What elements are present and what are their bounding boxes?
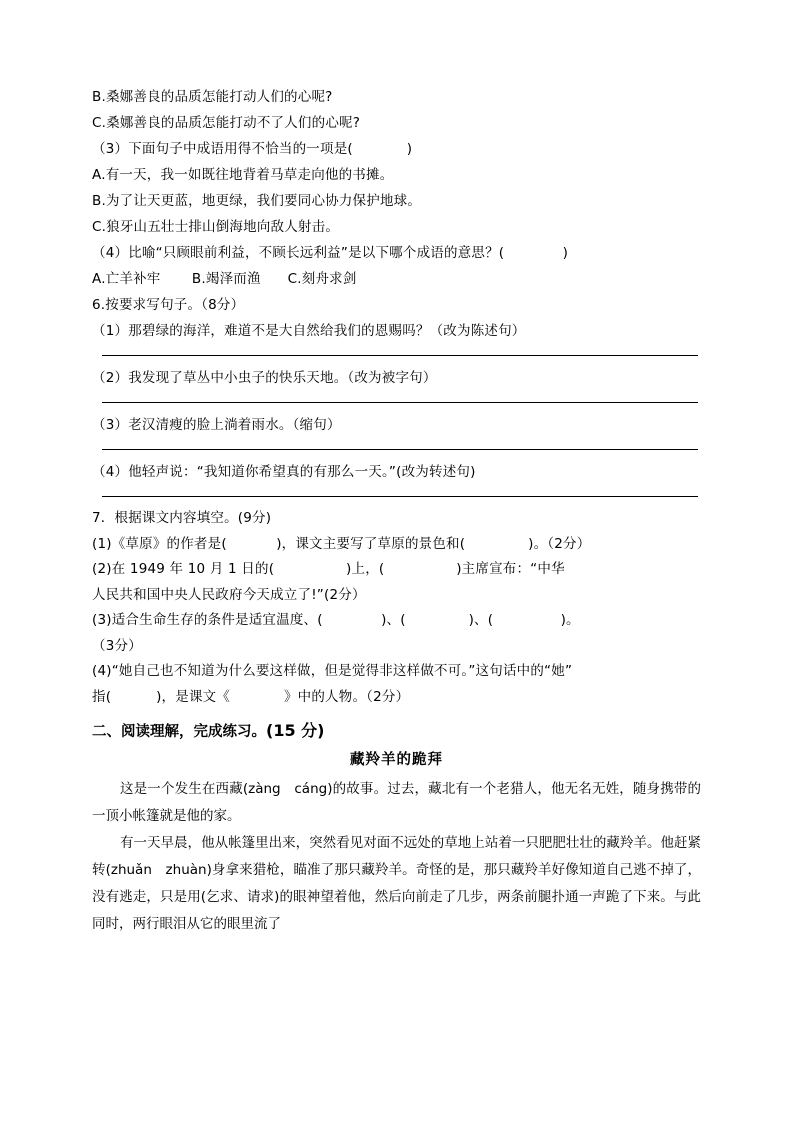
question-7-line-4: (3)适合生命生存的条件是适宜温度、( )、( )、( )。 xyxy=(92,612,580,628)
answer-line-2 xyxy=(102,402,698,403)
question-7-heading: 7．根据课文内容填空。(9分) xyxy=(92,510,272,526)
question-3-stem: （3）下面句子中成语用得不恰当的一项是( ) xyxy=(92,141,413,157)
article-paragraph-2: 有一天早晨，他从帐篷里出来，突然看见对面不远处的草地上站着一只肥肥壮壮的藏羚羊。他赶紧转(zhuǎn zhuàn)身拿来猎枪，瞄准了那只藏羚羊。奇怪的是，那只藏羚羊好像知道自己逃不掉了，没有逃走，只是用(乞求、请求)的眼神望着他，然后向前走了几步，两条前腿扑通一声跪了下来。与此同时，两行眼泪从它的眼里流了 xyxy=(92,835,701,932)
question-7-line-7: 指( )，是课文《 》中的人物。（2分） xyxy=(92,688,410,705)
answer-line-1 xyxy=(102,355,698,356)
article-title: 藏羚羊的跪拜 xyxy=(350,752,443,768)
question-7-line-1: (1)《草原》的作者是( )，课文主要写了草原的景色和( )。（2分） xyxy=(92,535,591,552)
question-7-line-3: 人民共和国中央人民政府今天成立了!”(2分） xyxy=(92,586,366,603)
section-2-heading xyxy=(92,717,701,746)
question-7-line-2: (2)在 1949 年 10 月 1 日的( )上，( )主席宣布：“中华 xyxy=(92,561,565,577)
question-7-block xyxy=(92,506,701,710)
question-4-stem: （4）比喻“只顾眼前利益，不顾长远利益”是以下哪个成语的意思？( ) xyxy=(92,245,569,261)
article-paragraph-1: 这是一个发生在西藏(zàng cáng)的故事。过去，藏北有一个老猎人，他无名无姓，随身携带的一顶小帐篷就是他的家。 xyxy=(92,781,701,824)
question-3-option-b: B.为了让天更蓝，地更绿，我们要同心协力保护地球。 xyxy=(92,193,422,209)
option-c-line: C.桑娜善良的品质怎能打动不了人们的心呢? xyxy=(92,115,361,131)
question-7-line-6: (4)“她自己也不知道为什么要这样做，但是觉得非这样做不可。”这句话中的“她” xyxy=(92,663,573,679)
answer-line-3 xyxy=(102,449,698,450)
question-6-item-4: （4）他轻声说：“我知道你希望真的有那么一天。”(改为转述句) xyxy=(92,464,476,480)
question-6-item-3: （3）老汉清瘦的脸上淌着雨水。（缩句） xyxy=(92,417,341,433)
question-6-heading: 6.按要求写句子。（8分） xyxy=(92,297,245,313)
question-4-options: A.亡羊补牢 B.竭泽而渔 C.刻舟求剑 xyxy=(92,271,357,287)
question-6-item-1: （1）那碧绿的海洋，难道不是大自然给我们的恩赐吗？（改为陈述句） xyxy=(92,323,526,339)
question-3-option-a: A.有一天，我一如既往地背着马草走向他的书摊。 xyxy=(92,167,394,183)
question-6-block xyxy=(92,292,701,497)
top-questions-block xyxy=(92,84,701,292)
article-body xyxy=(92,776,701,938)
question-3-option-c: C.狼牙山五壮士排山倒海地向敌人射击。 xyxy=(92,219,340,235)
question-7-line-5: （3分） xyxy=(92,637,142,654)
answer-line-4 xyxy=(102,496,698,497)
section-2-title-text: 二、阅读理解，完成练习。 xyxy=(92,724,266,740)
option-b-line: B.桑娜善良的品质怎能打动人们的心呢? xyxy=(92,89,333,105)
section-2-score: (15 分) xyxy=(266,721,325,740)
question-6-item-2: （2）我发现了草丛中小虫子的快乐天地。（改为被字句） xyxy=(92,370,437,386)
